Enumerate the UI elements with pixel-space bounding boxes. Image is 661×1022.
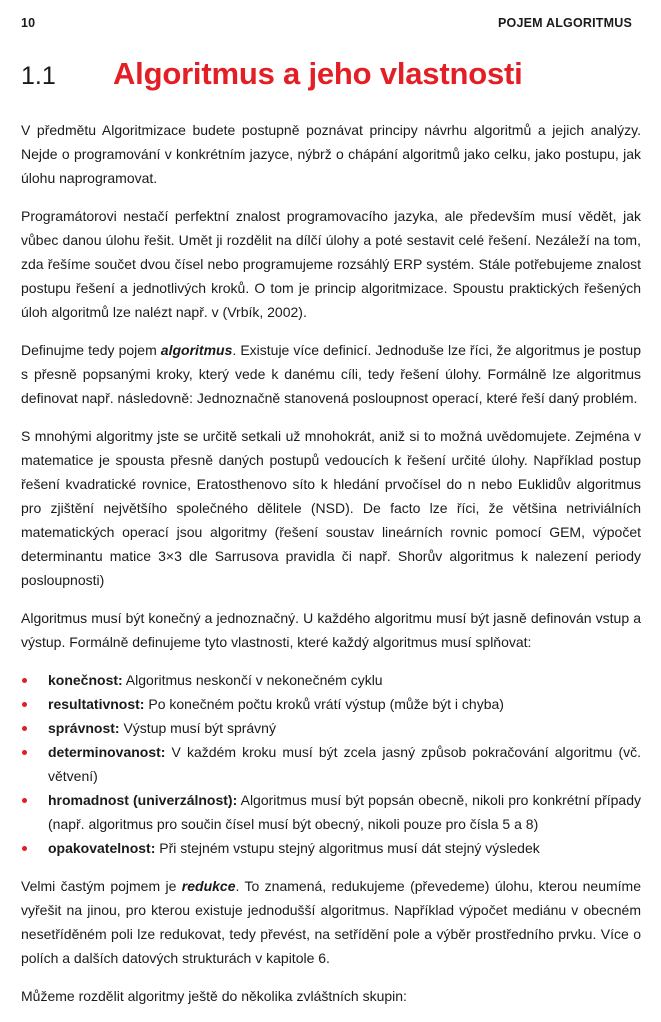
- property-description: Při stejném vstupu stejný algoritmus musí dát stejný výsledek: [155, 840, 540, 856]
- list-item: [21, 740, 641, 788]
- property-description: Algoritmus musí být popsán obecně, nikoli pro konkrétní případy (např. algoritmus pro součin čísel musí být obecný, nikoli pouze pro čísla 5 a 8): [48, 792, 641, 832]
- paragraph-programmer: Programátorovi nestačí perfektní znalost programovacího jazyka, ale především musí vědět, jak vůbec danou úlohu řešit. Umět ji rozdělit na dílčí úlohy a poté sestavit celé řešení. Nezáleží na tom, zda řešíme součet dvou čísel nebo programujeme rozsáhlý ERP systém. Stále potřebujeme znalost postupu řešení a jednotlivých kroků. O tom je princip algoritmizace. Spoustu praktických řešených úloh algoritmů lze nalézt např. v (Vrbík, 2002).: [21, 208, 641, 320]
- properties-list: [21, 668, 641, 860]
- list-item: [21, 788, 641, 836]
- keyword-redukce: redukce: [181, 878, 236, 894]
- paragraph-examples: S mnohými algoritmy jste se určitě setkali už mnohokrát, aniž si to možná uvědomujete. Zejména v matematice je spousta přesně daných postupů vedoucích k řešení určité úlohy. Například postup řešení kvadratické rovnice, Eratosthenovo síto k hledání prvočísel do n nebo Euklidův algoritmus pro zjištění největšího společného dělitele (NSD). De facto lze říci, že většina netriviálních matematických operací jsou algoritmy (řešení soustav lineárních rovnic pomocí GEM, výpočet determinantu matice 3×3 dle Sarrusova pravidla či např. Shorův algoritmus k nalezení periody posloupnosti): [21, 428, 641, 588]
- running-title: POJEM ALGORITMUS: [498, 16, 632, 30]
- list-item: [21, 836, 641, 860]
- reduction-text-after: . To znamená, redukujeme (převedeme) úlohu, kterou neumíme vyřešit na jinou, pro kterou existuje jednodušší algoritmus. Například výpočet mediánu v obecném nesetříděném poli lze redukovat, tedy převést, na setřídění pole a výběr prostředního prvku. Více o polích a dalších datových strukturách v kapitole 6.: [21, 878, 642, 966]
- property-description: Výstup musí být správný: [119, 720, 276, 736]
- body-text: [21, 118, 641, 1022]
- list-item: [21, 668, 641, 692]
- reduction-text-before: Velmi častým pojmem je: [21, 878, 182, 894]
- bullet-icon: [22, 726, 27, 731]
- property-description: V každém kroku musí být zcela jasný způsob pokračování algoritmu (vč. větvení): [48, 744, 641, 784]
- section-heading: [21, 56, 641, 92]
- paragraph-properties-intro: Algoritmus musí být konečný a jednoznačný. U každého algoritmu musí být jasně definován vstup a výstup. Formálně definujeme tyto vlastnosti, které každý algoritmus musí splňovat:: [21, 610, 641, 650]
- paragraph-reduction: [21, 874, 641, 970]
- page-header: [21, 16, 632, 30]
- section-number: 1.1: [21, 62, 56, 90]
- list-item: [21, 716, 641, 740]
- definition-text-before: Definujme tedy pojem: [21, 342, 161, 358]
- bullet-icon: [22, 846, 27, 851]
- paragraph-definition: [21, 338, 641, 410]
- bullet-icon: [22, 678, 27, 683]
- bullet-icon: [22, 750, 27, 755]
- property-term: konečnost:: [48, 672, 123, 688]
- paragraph-intro: V předmětu Algoritmizace budete postupně poznávat principy návrhu algoritmů a jejich analýzy. Nejde o programování v konkrétním jazyce, nýbrž o chápání algoritmů jako celku, jako postupu, jak úlohu naprogramovat.: [21, 122, 641, 186]
- property-term: determinovanost:: [48, 744, 166, 760]
- property-term: správnost:: [48, 720, 120, 736]
- definition-text-after: . Existuje více definicí. Jednoduše lze říci, že algoritmus je postup s přesně popsanými kroky, který vede k danému cíli, tedy řešení úlohy. Formálně lze algoritmus definovat např. následovně: Jednoznačně stanovená posloupnost operací, které řeší daný problém.: [21, 342, 641, 406]
- property-description: Po konečném počtu kroků vrátí výstup (může být i chyba): [144, 696, 504, 712]
- property-term: opakovatelnost:: [48, 840, 156, 856]
- property-description: Algoritmus neskončí v nekonečném cyklu: [122, 672, 383, 688]
- page-number: 10: [21, 16, 36, 30]
- property-term: resultativnost:: [48, 696, 145, 712]
- bullet-icon: [22, 702, 27, 707]
- paragraph-groups: Můžeme rozdělit algoritmy ještě do několika zvláštních skupin:: [21, 988, 407, 1004]
- list-item: [21, 692, 641, 716]
- bullet-icon: [22, 798, 27, 803]
- property-term: hromadnost (univerzálnost):: [48, 792, 238, 808]
- section-title: Algoritmus a jeho vlastnosti: [113, 56, 523, 91]
- keyword-algoritmus: algoritmus: [160, 342, 233, 358]
